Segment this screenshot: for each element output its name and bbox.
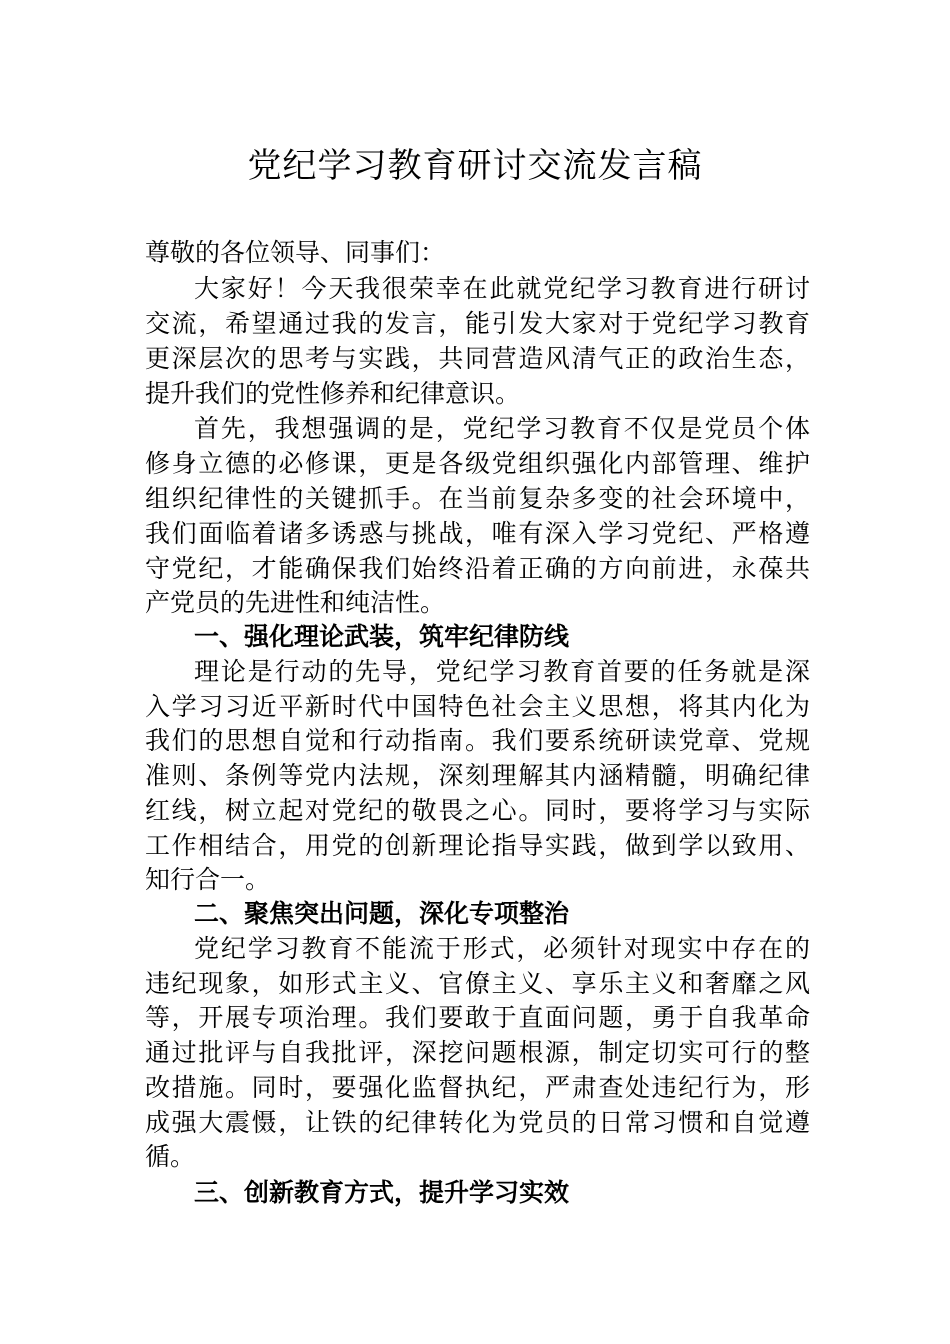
paragraph-line: 循。 — [145, 1142, 196, 1171]
paragraph-line: 产党员的先进性和纯洁性。 — [145, 588, 446, 617]
section-heading-1: 一、强化理论武装，筑牢纪律防线 — [194, 622, 570, 651]
paragraph-line: 工作相结合，用党的创新理论指导实践，做到学以致用、 — [145, 831, 810, 860]
paragraph-line: 准则、条例等党内法规，深刻理解其内涵精髓，明确纪律 — [145, 761, 810, 790]
paragraph-line: 组织纪律性的关键抓手。在当前复杂多变的社会环境中， — [145, 484, 810, 513]
document-title: 党纪学习教育研讨交流发言稿 — [247, 146, 703, 186]
paragraph-line: 成强大震慑，让铁的纪律转化为党员的日常习惯和自觉遵 — [145, 1108, 810, 1137]
paragraph-line: 等，开展专项治理。我们要敢于直面问题，勇于自我革命 — [145, 1003, 810, 1032]
paragraph-line: 我们面临着诸多诱惑与挑战，唯有深入学习党纪、严格遵 — [145, 519, 810, 548]
paragraph-line: 提升我们的党性修养和纪律意识。 — [145, 379, 521, 408]
paragraph-line: 更深层次的思考与实践，共同营造风清气正的政治生态， — [145, 344, 810, 373]
paragraph-line: 守党纪，才能确保我们始终沿着正确的方向前进，永葆共 — [145, 554, 810, 583]
section-heading-2: 二、聚焦突出问题，深化专项整治 — [194, 899, 570, 928]
paragraph-line: 大家好！今天我很荣幸在此就党纪学习教育进行研讨 — [194, 274, 810, 303]
paragraph-line: 理论是行动的先导，党纪学习教育首要的任务就是深 — [194, 657, 810, 686]
section-heading-3: 三、创新教育方式，提升学习实效 — [194, 1178, 570, 1207]
paragraph-line: 红线，树立起对党纪的敬畏之心。同时，要将学习与实际 — [145, 796, 810, 825]
paragraph-line: 知行合一。 — [145, 865, 271, 894]
salutation: 尊敬的各位领导、同事们： — [145, 238, 446, 267]
paragraph-line: 改措施。同时，要强化监督执纪，严肃查处违纪行为，形 — [145, 1073, 810, 1102]
paragraph-line: 党纪学习教育不能流于形式，必须针对现实中存在的 — [194, 934, 810, 963]
paragraph-line: 交流，希望通过我的发言，能引发大家对于党纪学习教育 — [145, 309, 810, 338]
paragraph-line: 入学习习近平新时代中国特色社会主义思想，将其内化为 — [145, 692, 810, 721]
paragraph-line: 修身立德的必修课，更是各级党组织强化内部管理、维护 — [145, 449, 810, 478]
paragraph-line: 首先，我想强调的是，党纪学习教育不仅是党员个体 — [194, 414, 810, 443]
paragraph-line: 违纪现象，如形式主义、官僚主义、享乐主义和奢靡之风 — [145, 969, 810, 998]
paragraph-line: 通过批评与自我批评，深挖问题根源，制定切实可行的整 — [145, 1038, 810, 1067]
paragraph-line: 我们的思想自觉和行动指南。我们要系统研读党章、党规 — [145, 726, 810, 755]
